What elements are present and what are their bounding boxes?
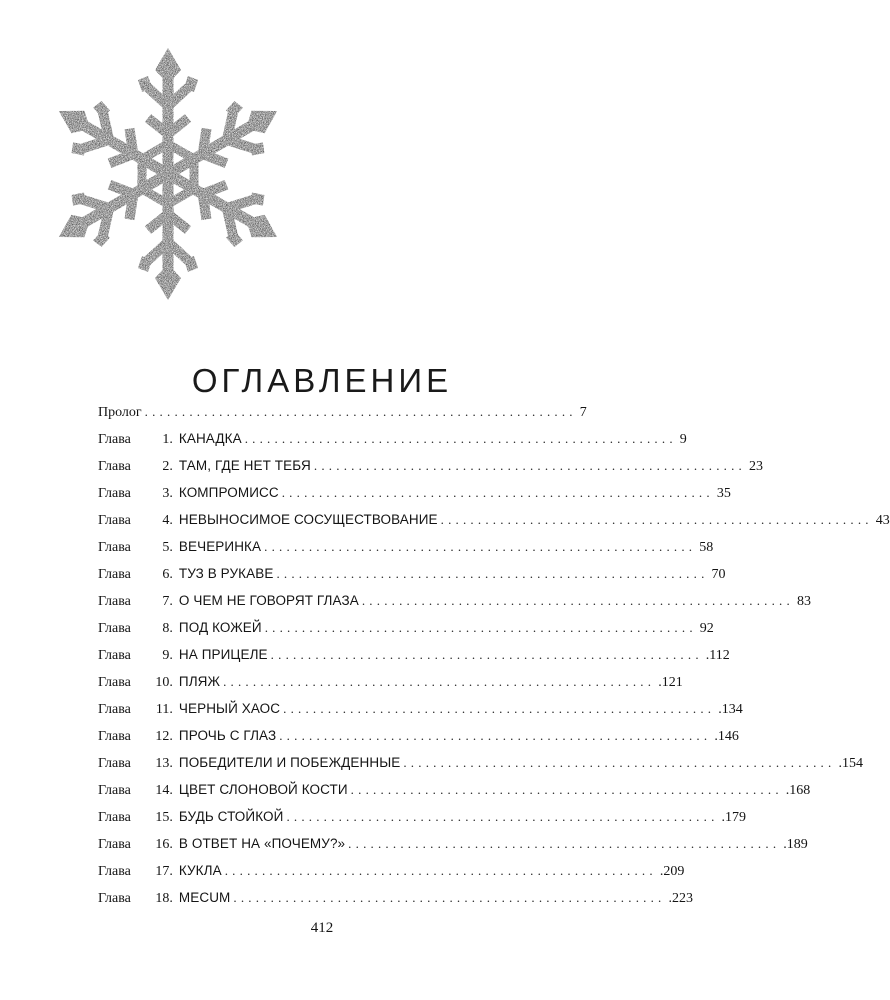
entry-label: Глава [98,756,131,771]
chapter-title: ПЛЯЖ [178,674,221,689]
page-reference: .223 [668,891,693,906]
page-reference: .154 [838,756,863,771]
chapter-number: 17. [155,864,173,879]
chapter-number: 13. [155,756,173,771]
entry-label: Глава [98,891,131,906]
entry-label: Глава [98,702,131,717]
entry-label: Глава [98,432,131,447]
chapter-title: ЦВЕТ СЛОНОВОЙ КОСТИ [178,782,348,797]
chapter-number: 15. [155,810,173,825]
chapter-title: MECUM [178,890,231,905]
toc-entry [98,776,811,803]
chapter-title: ПОБЕДИТЕЛИ И ПОБЕЖДЕННЫЕ [178,755,401,770]
chapter-number: 6. [162,567,173,582]
chapter-title: ВЕЧЕРИНКА [178,539,262,554]
dot-leader: .......................................................... [264,620,697,635]
dot-leader: .......................................................... [279,728,712,743]
chapter-title: ЧЕРНЫЙ ХАОС [178,701,281,716]
chapter-number: 4. [162,513,173,528]
chapter-number: 5. [162,540,173,555]
toc-entry [98,749,863,776]
chapter-title: НА ПРИЦЕЛЕ [178,647,268,662]
chapter-title: НЕВЫНОСИМОЕ СОСУЩЕСТВОВАНИЕ [178,512,438,527]
toc-entry [98,587,811,614]
entry-label: Глава [98,783,131,798]
entry-label: Глава [98,594,131,609]
page-reference: .112 [705,648,730,663]
chapter-title: ПРОЧЬ С ГЛАЗ [178,728,277,743]
chapter-number: 7. [162,594,173,609]
toc-entry [98,560,726,587]
chapter-number: 2. [162,459,173,474]
dot-leader: .......................................................... [276,566,709,581]
chapter-number: 8. [162,621,173,636]
chapter-number: 10. [155,675,173,690]
chapter-number: 9. [162,648,173,663]
dot-leader: .......................................................... [440,512,873,527]
entry-label: Пролог [98,405,142,420]
page-reference: 9 [679,432,687,447]
page-reference: 7 [579,405,587,420]
toc-entry [98,695,743,722]
page-reference: .121 [658,675,683,690]
dot-leader: .......................................................... [350,782,783,797]
chapter-number: 1. [162,432,173,447]
toc-entry [98,614,714,641]
chapter-title: КОМПРОМИСС [178,485,279,500]
chapter-number: 12. [155,729,173,744]
dot-leader: .......................................................... [348,836,781,851]
dot-leader: .......................................................... [283,701,716,716]
toc-entry [98,452,764,479]
chapter-title: КУКЛА [178,863,222,878]
chapter-title: ТУЗ В РУКАВЕ [178,566,274,581]
chapter-number: 3. [162,486,173,501]
dot-leader: .......................................................... [361,593,794,608]
entry-label: Глава [98,837,131,852]
page-reference: 23 [749,459,764,474]
page-title: ОГЛАВЛЕНИЕ [191,362,453,400]
entry-label: Глава [98,621,131,636]
entry-label: Глава [98,486,131,501]
chapter-number: 11. [155,702,173,717]
toc-entry [98,857,685,884]
dot-leader: .......................................................... [270,647,703,662]
page-reference: 43 [875,513,890,528]
chapter-title: О ЧЕМ НЕ ГОВОРЯТ ГЛАЗА [178,593,359,608]
chapter-number: 16. [155,837,173,852]
chapter-title: ПОД КОЖЕЙ [178,620,262,635]
page-reference: .134 [718,702,743,717]
page-reference: .179 [721,810,747,825]
chapter-number: 14. [155,783,173,798]
table-of-contents [98,398,890,911]
page-reference: 35 [716,486,731,501]
toc-entry [98,506,890,533]
dot-leader: .......................................................... [233,890,666,905]
toc-entry [98,668,683,695]
page-reference: .209 [659,864,685,879]
chapter-title: ТАМ, ГДЕ НЕТ ТЕБЯ [178,458,311,473]
page-reference: .168 [785,783,811,798]
dot-leader: .......................................................... [281,485,714,500]
page-number: 412 [310,920,334,936]
toc-entry [98,533,714,560]
entry-label: Глава [98,675,131,690]
chapter-title: БУДЬ СТОЙКОЙ [178,809,284,824]
toc-entry [98,641,730,668]
entry-label: Глава [98,648,131,663]
dot-leader: .......................................................... [264,539,697,554]
toc-entry [98,722,739,749]
page-reference: 83 [796,594,811,609]
toc-entry [98,425,687,452]
entry-label: Глава [98,864,131,879]
entry-label: Глава [98,540,131,555]
chapter-title: КАНАДКА [178,431,242,446]
entry-label: Глава [98,459,131,474]
dot-leader: .......................................................... [223,674,656,689]
dot-leader: .......................................................... [244,431,677,446]
dot-leader: .......................................................... [313,458,747,473]
snowflake-icon [38,48,300,300]
dot-leader: .......................................................... [224,863,657,878]
page-reference: 58 [699,540,714,555]
toc-entry [98,398,587,425]
entry-label: Глава [98,513,131,528]
dot-leader: .......................................................... [144,404,577,419]
chapter-title: В ОТВЕТ НА «ПОЧЕМУ?» [178,836,346,851]
toc-entry [98,479,731,506]
entry-label: Глава [98,810,131,825]
page-reference: 70 [711,567,726,582]
entry-label: Глава [98,567,131,582]
dot-leader: .......................................................... [403,755,836,770]
page-reference: .189 [783,837,808,852]
page-reference: .146 [714,729,739,744]
page-reference: 92 [699,621,714,636]
chapter-number: 18. [155,891,173,906]
toc-entry [98,803,747,830]
entry-label: Глава [98,729,131,744]
toc-entry [98,884,693,911]
dot-leader: .......................................................... [286,809,719,824]
toc-entry [98,830,808,857]
